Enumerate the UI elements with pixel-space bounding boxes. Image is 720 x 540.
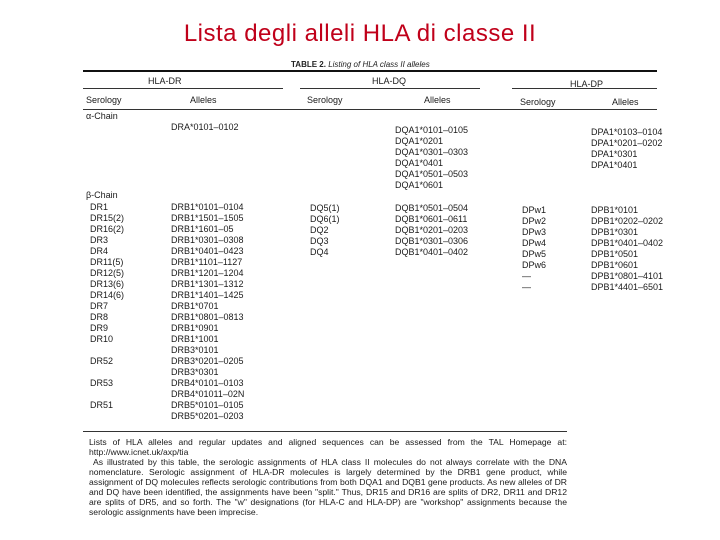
serology: DR10 xyxy=(90,334,114,344)
serology: DR14(6) xyxy=(90,290,125,300)
allele: DPB1*0601 xyxy=(591,260,639,270)
serology: DR12(5) xyxy=(90,268,125,278)
allele: DPB1*0501 xyxy=(591,249,639,259)
allele: DQA1*0201 xyxy=(395,136,444,146)
serology: DR52 xyxy=(90,356,114,366)
allele: DPB1*0101 xyxy=(591,205,639,215)
dr-serology-header: Serology xyxy=(86,95,122,105)
allele: DQA1*0501–0503 xyxy=(395,169,469,179)
serology: DQ4 xyxy=(310,247,329,257)
allele: DQA1*0101–0105 xyxy=(395,125,469,135)
serology: DQ2 xyxy=(310,225,329,235)
allele: DRB3*0201–0205 xyxy=(171,356,244,366)
beta-dr-serology xyxy=(90,202,124,422)
serology: DPw3 xyxy=(522,227,547,237)
allele: DRB1*1101–1127 xyxy=(171,257,243,267)
serology: — xyxy=(522,282,531,292)
allele: DRB1*1401–1425 xyxy=(171,290,244,300)
slide-title: Lista degli alleli HLA di classe II xyxy=(183,20,537,47)
serology: DQ6(1) xyxy=(310,214,340,224)
allele: DQB1*0401–0402 xyxy=(395,247,469,257)
alpha-dp-alleles xyxy=(591,127,662,171)
allele: DRB1*0701 xyxy=(171,301,219,311)
serology: DR8 xyxy=(90,312,109,322)
table-caption-text: Listing of HLA class II alleles xyxy=(328,60,430,69)
serology: DR13(6) xyxy=(90,279,125,289)
allele: DRB3*0101 xyxy=(171,345,219,355)
beta-dr-alleles xyxy=(171,202,244,422)
serology: DPw6 xyxy=(522,260,547,270)
serology xyxy=(90,411,124,422)
table-notes xyxy=(89,437,567,517)
serology: — xyxy=(522,271,531,281)
allele: DQB1*0301–0306 xyxy=(395,236,469,246)
beta-dp-alleles xyxy=(591,205,663,293)
allele: DRB1*0401–0423 xyxy=(171,246,244,256)
note-paragraph: As illustrated by this table, the serologic assignments of HLA class II molecules do not always correlate with the DNA nomenclature. Serologic assignment of HLA-DR molecules is largely determined by the DRB1 gene product, while assignment of DQ molecules reflects serologic contributions from both DQA1 and DQB1 gene products. As new alleles of DR and DQ have been identified, the assignments have been "split." Thus, DR15 and DR16 are splits of DR2, DR11 and DR12 are splits of DR5, and so forth. The "w" designations (for HLA-C and HLA-DP) are "workshop" assignments because the serologic assignments have been imprecise. xyxy=(89,457,567,517)
dq-alleles-header: Alleles xyxy=(424,95,451,105)
header-rule xyxy=(83,109,657,110)
dp-serology-header: Serology xyxy=(520,97,556,107)
serology: DR4 xyxy=(90,246,109,256)
serology: DR15(2) xyxy=(90,213,125,223)
locus-rule-dq xyxy=(300,88,480,89)
allele: DQB1*0201–0203 xyxy=(395,225,469,235)
dp-alleles-header: Alleles xyxy=(612,97,639,107)
alpha-dq-alleles xyxy=(395,125,468,191)
allele: DRB1*1601–05 xyxy=(171,224,234,234)
allele: DRB3*0301 xyxy=(171,367,219,377)
allele: DPA1*0401 xyxy=(591,160,638,170)
serology: DR9 xyxy=(90,323,109,333)
allele: DPB1*0301 xyxy=(591,227,639,237)
note-paragraph: Lists of HLA alleles and regular updates and aligned sequences can be assessed from the TAL Homepage at: http://www.icnet.uk/axp/tia xyxy=(89,437,567,457)
allele: DRB4*01011–02N xyxy=(171,389,245,399)
beta-dp-serology xyxy=(522,205,546,293)
serology: DR7 xyxy=(90,301,109,311)
allele: DPB1*4401–6501 xyxy=(591,282,664,292)
serology: DR3 xyxy=(90,235,109,245)
allele: DPB1*0801–4101 xyxy=(591,271,664,281)
allele: DRB1*1001 xyxy=(171,334,219,344)
serology: DR53 xyxy=(90,378,114,388)
serology: DPw4 xyxy=(522,238,547,248)
allele: DRB1*0301–0308 xyxy=(171,235,244,245)
serology xyxy=(90,345,124,356)
allele: DRB5*0201–0203 xyxy=(171,411,244,421)
allele: DQA1*0601 xyxy=(395,180,444,190)
allele: DPA1*0301 xyxy=(591,149,638,159)
allele: DRB4*0101–0103 xyxy=(171,378,244,388)
table-label: TABLE 2. xyxy=(291,60,326,69)
allele: DPA1*0201–0202 xyxy=(591,138,663,148)
serology: DQ5(1) xyxy=(310,203,340,213)
dr-alleles-header: Alleles xyxy=(190,95,217,105)
beta-chain-label: β-Chain xyxy=(86,190,118,200)
serology xyxy=(90,367,124,378)
serology: DR1 xyxy=(90,202,109,212)
serology: DR51 xyxy=(90,400,114,410)
beta-dq-serology xyxy=(310,203,340,258)
allele: DRB1*0801–0813 xyxy=(171,312,244,322)
allele: DQB1*0501–0504 xyxy=(395,203,469,213)
serology: DPw5 xyxy=(522,249,547,259)
allele: DRB5*0101–0105 xyxy=(171,400,244,410)
allele: DRB1*0101–0104 xyxy=(171,202,244,212)
locus-dq-header: HLA-DQ xyxy=(372,76,407,86)
allele: DQA1*0301–0303 xyxy=(395,147,469,157)
beta-dq-alleles xyxy=(395,203,468,258)
top-rule xyxy=(83,70,657,72)
bottom-rule xyxy=(83,431,567,432)
locus-dp-header: HLA-DP xyxy=(570,79,604,89)
dq-serology-header: Serology xyxy=(307,95,343,105)
allele: DQA1*0401 xyxy=(395,158,444,168)
allele: DRB1*1301–1312 xyxy=(171,279,244,289)
serology: DQ3 xyxy=(310,236,329,246)
locus-dr-header: HLA-DR xyxy=(148,76,182,86)
table-caption xyxy=(291,60,430,69)
allele: DPB1*0401–0402 xyxy=(591,238,664,248)
allele: DRA*0101–0102 xyxy=(171,122,239,132)
alpha-dr-alleles xyxy=(171,122,239,133)
serology: DPw2 xyxy=(522,216,547,226)
alpha-chain-label: α-Chain xyxy=(86,111,118,121)
locus-rule-dr xyxy=(83,88,283,89)
allele: DRB1*1501–1505 xyxy=(171,213,244,223)
allele: DRB1*0901 xyxy=(171,323,219,333)
serology: DR16(2) xyxy=(90,224,125,234)
allele: DRB1*1201–1204 xyxy=(171,268,244,278)
serology: DPw1 xyxy=(522,205,547,215)
allele: DQB1*0601–0611 xyxy=(395,214,468,224)
serology xyxy=(90,389,124,400)
allele: DPA1*0103–0104 xyxy=(591,127,663,137)
allele: DPB1*0202–0202 xyxy=(591,216,664,226)
serology: DR11(5) xyxy=(90,257,124,267)
